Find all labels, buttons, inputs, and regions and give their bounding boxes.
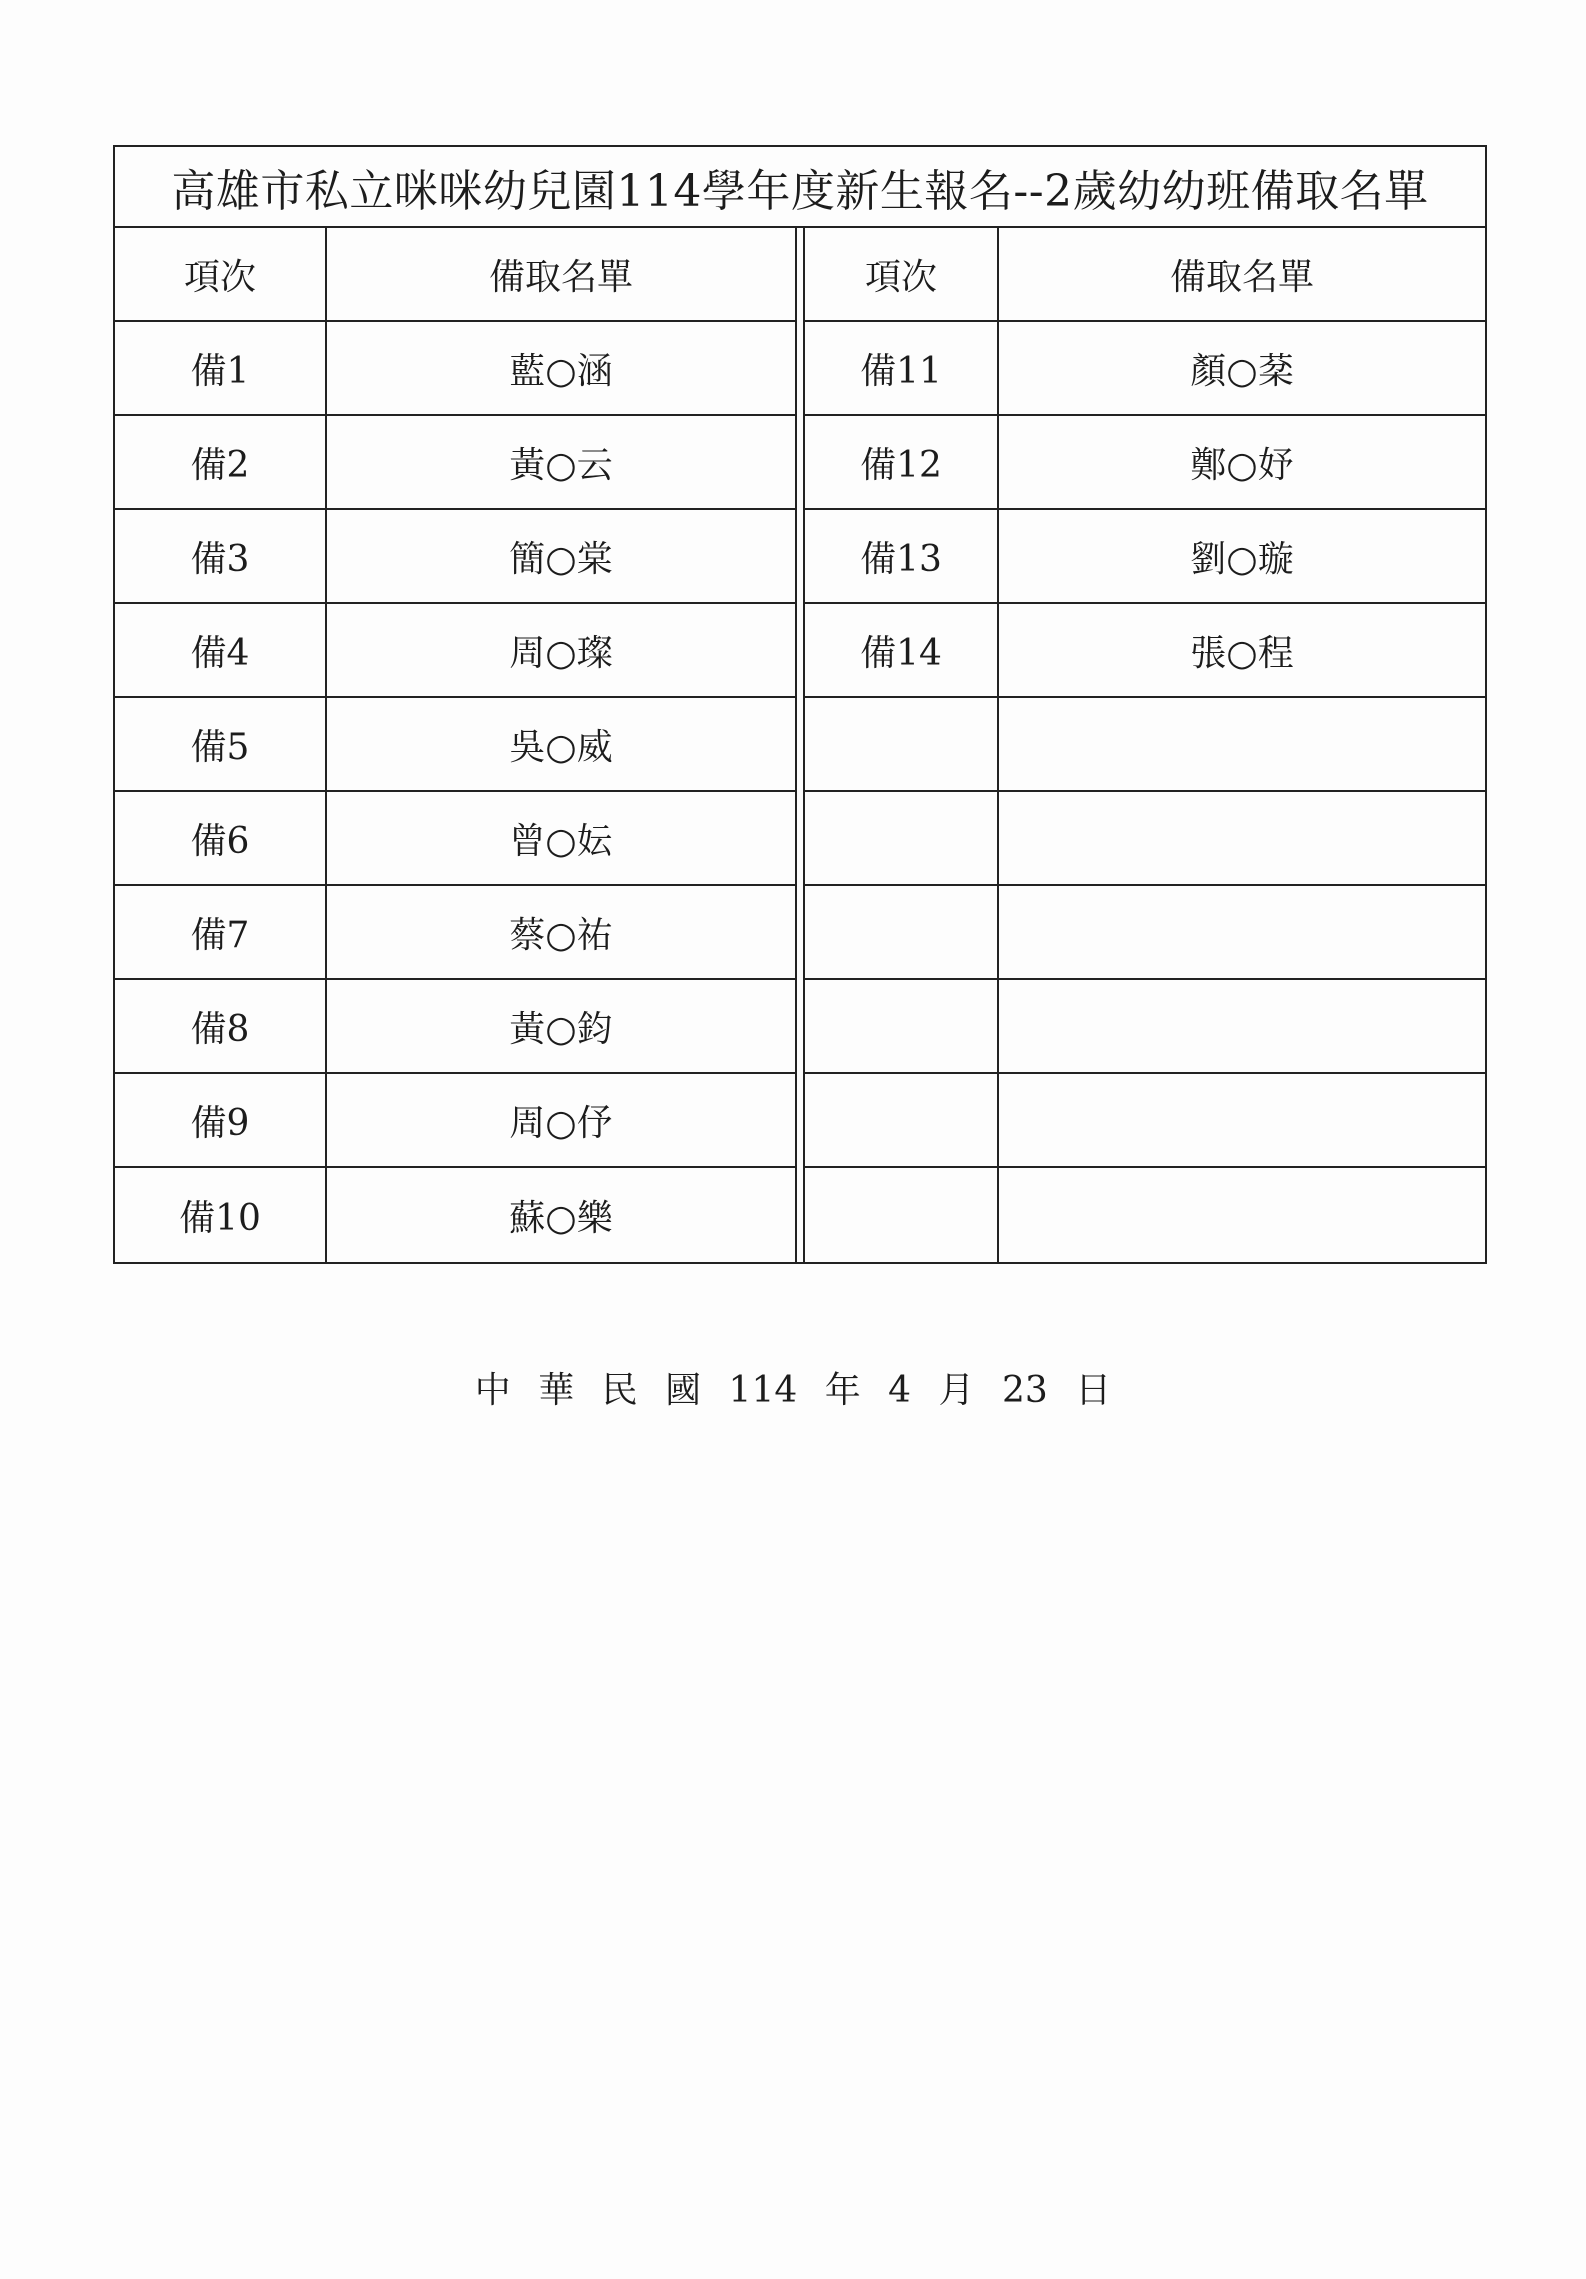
empty-cell [803, 1168, 999, 1262]
item-cell: 備7 [115, 886, 327, 980]
empty-cell [803, 980, 999, 1074]
name-cell: 藍○涵 [327, 322, 797, 416]
item-cell: 備4 [115, 604, 327, 698]
item-cell: 備6 [115, 792, 327, 886]
item-cell: 備9 [115, 1074, 327, 1168]
empty-cell [803, 1074, 999, 1168]
name-cell: 劉○璇 [999, 510, 1485, 604]
document-date: 中 華 民 國 114 年 4 月 23 日 [474, 1370, 1112, 1411]
item-cell: 備14 [803, 604, 999, 698]
item-cell: 備8 [115, 980, 327, 1074]
name-cell: 鄭○妤 [999, 416, 1485, 510]
empty-cell [803, 792, 999, 886]
empty-cell [999, 1168, 1485, 1262]
name-cell: 吳○威 [327, 698, 797, 792]
header-name: 備取名單 [999, 228, 1485, 322]
name-cell: 周○璨 [327, 604, 797, 698]
empty-cell [999, 698, 1485, 792]
item-cell: 備1 [115, 322, 327, 416]
name-cell: 簡○棠 [327, 510, 797, 604]
header-name: 備取名單 [327, 228, 797, 322]
header-item: 項次 [803, 228, 999, 322]
table-body [115, 228, 1485, 1262]
empty-cell [999, 980, 1485, 1074]
item-cell: 備2 [115, 416, 327, 510]
name-cell: 顏○棻 [999, 322, 1485, 416]
empty-cell [999, 886, 1485, 980]
waitlist-table [113, 145, 1487, 1264]
name-cell: 張○程 [999, 604, 1485, 698]
item-cell: 備11 [803, 322, 999, 416]
name-cell: 黃○鈞 [327, 980, 797, 1074]
item-cell: 備10 [115, 1168, 327, 1262]
header-item: 項次 [115, 228, 327, 322]
empty-cell [803, 886, 999, 980]
name-cell: 周○伃 [327, 1074, 797, 1168]
empty-cell [999, 1074, 1485, 1168]
name-cell: 蔡○祐 [327, 886, 797, 980]
item-cell: 備12 [803, 416, 999, 510]
name-cell: 黃○云 [327, 416, 797, 510]
empty-cell [803, 698, 999, 792]
table-title: 高雄市私立咪咪幼兒園114學年度新生報名--2歲幼幼班備取名單 [115, 147, 1485, 228]
item-cell: 備13 [803, 510, 999, 604]
name-cell: 蘇○樂 [327, 1168, 797, 1262]
item-cell: 備5 [115, 698, 327, 792]
item-cell: 備3 [115, 510, 327, 604]
empty-cell [999, 792, 1485, 886]
name-cell: 曾○妘 [327, 792, 797, 886]
